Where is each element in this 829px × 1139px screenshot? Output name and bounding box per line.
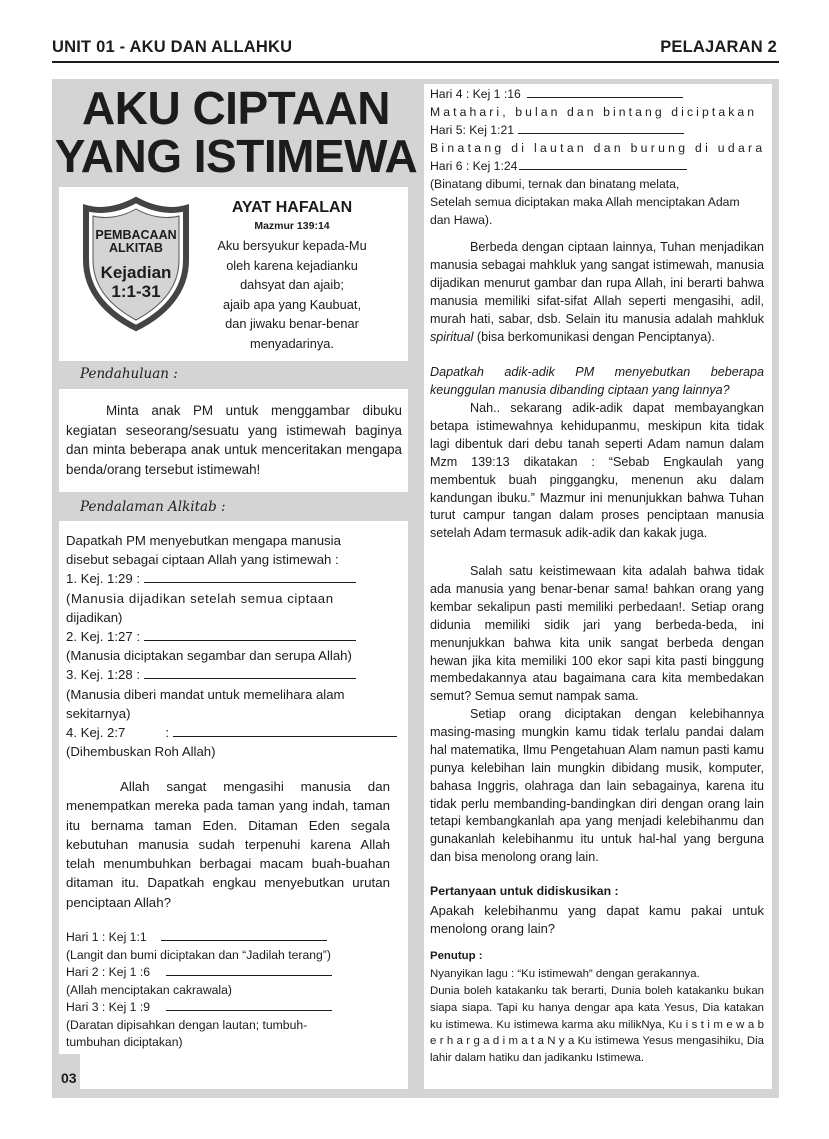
memory-line: oleh karena kejadianku [226, 257, 358, 273]
song-lyrics: Dunia boleh katakanku tak berarti, Dunia boleh katakanku bukan siapa siapa. Tapi ku hanya dengar apa kata Yesus, Dia katakan ku istimewa. Ku istimewa karma aku milikNya, Ku i s t i m e w a b e r h a r g a d i m a t a N y a Ku istimewa Yesus mengasihiku, Dia lahir dalam hatiku dan jadikanku Istimewa. [430, 985, 764, 1065]
memory-line: menyadarinya. [250, 335, 334, 351]
bible-study-questions [66, 531, 390, 761]
question-1: 1. Kej. 1:29 : [66, 569, 390, 588]
day-line: (Daratan dipisahkan dengan lautan; tumbuh- [66, 1017, 308, 1032]
intro-label: Pendahuluan : [80, 366, 178, 382]
answer-blank[interactable] [166, 999, 332, 1011]
day-line: (Allah menciptakan cakrawala) [66, 982, 232, 997]
paragraph-special: Nah.. sekarang adik-adik dapat membayangkan betapa istimewahnya kehidupanmu, meskipun kita tidak lagi dibentuk dari debu tanah seperti Adam namun dalam Mzm 139:13 dikatakan : “Sebab Engkaulah yang membentuk buah pinggangku, menenun aku dalam kandungan ibuku.” Mazmur ini menunjukkan bahwa Tuhan turut campur tangan dalam proses penciptaan manusia setelah Adam termasuk adik-adik dan kakak juga. [430, 401, 764, 541]
question-line: sekitarnya) [66, 705, 131, 721]
title-line-1: AKU CIPTAAN [82, 82, 390, 134]
answer-blank[interactable] [166, 964, 332, 976]
question-line: (Manusia diberi mandat untuk memelihara alam [66, 686, 345, 702]
question-line: (Dihembuskan Roh Allah) [66, 744, 216, 760]
shield-text-4: 1:1-31 [111, 282, 161, 301]
shield-badge [80, 196, 192, 332]
question-line: disebut sebagai ciptaan Allah yang istimewah : [66, 552, 339, 568]
shield-text-1: PEMBACAAN [95, 228, 177, 242]
question-line: dijadikan) [66, 609, 123, 625]
question-line: (Manusia dijadikan setelah semua ciptaan [66, 590, 334, 606]
paragraph-talents: Setiap orang diciptakan dengan kelebihannya masing-masing mungkin kamu tidak terlalu pandai dalam hal matematika, Ilmu Pengetahuan Alam namun pasti kamu punya kelebihan lain mungkin dibidang musik, komputer, bahasa Inggris, olahraga dan lain sebagainya, karena itu tidak perlu membanding-bandingkan diri dengan orang lain tetapi kembangkanlah apa yang menjadi kelebihanmu dan gunakanlah kelebihanmu itu untuk hal-hal yang berguna dan bisa menolong orang lain. [430, 707, 764, 865]
paragraph-difference: Berbeda dengan ciptaan lainnya, Tuhan menjadikan manusia sebagai mahkluk yang sangat istimewah, manusia dijadikan menurut gambar dan rupa Allah, ini berarti bahwa manusia memiliki sifat-sifat Allah seperti mengasihi, adil, murah hati, sabar, dsb. Selain itu manusia adalah mahkluk spiritual (bisa berkomunikasi dengan Penciptanya). [430, 240, 764, 344]
page-number: 03 [61, 1070, 77, 1086]
day-line: Setelah semua diciptakan maka Allah menciptakan Adam [430, 195, 740, 209]
day-1: Hari 1 : Kej 1:1 [66, 929, 390, 947]
page-title [52, 84, 420, 180]
day-line: tumbuhan diciptakan) [66, 1035, 183, 1049]
question-4: 4. Kej. 2:7 : [66, 723, 390, 742]
day-6: Hari 6 : Kej 1:24 [430, 157, 764, 175]
question-line: Dapatkah PM menyebutkan mengapa manusia [66, 533, 341, 548]
title-line-2: YANG ISTIMEWA [54, 130, 418, 182]
intro-text [66, 401, 402, 479]
creation-days-left [66, 929, 390, 1052]
shield-text-2: ALKITAB [109, 241, 163, 255]
intro-body: Minta anak PM untuk menggambar dibuku kegiatan seseorang/sesuatu yang istimewah baginya dan minta beberapa anak untuk menceritakan mengapa benda/orang tersebut istimewah! [66, 403, 402, 477]
day-line: (Langit dan bumi diciptakan dan “Jadilah terang”) [66, 947, 331, 962]
memory-verse-heading: AYAT HAFALAN [231, 199, 353, 216]
answer-blank[interactable] [519, 158, 687, 170]
creation-days-right [430, 85, 764, 229]
answer-blank[interactable] [144, 571, 356, 583]
header-rule [52, 61, 779, 63]
closing-heading: Penutup : [430, 950, 483, 962]
question-3: 3. Kej. 1:28 : [66, 665, 390, 684]
day-line: Matahari, bulan dan bintang diciptakan [430, 105, 758, 119]
memory-line: ajaib apa yang Kaubuat, [222, 296, 362, 312]
answer-blank[interactable] [161, 929, 327, 941]
day-line: (Binatang dibumi, ternak dan binatang melata, [430, 177, 680, 191]
creation-story: Allah sangat mengasihi manusia dan menempatkan mereka pada taman yang indah, taman itu bernama taman Eden. Ditaman Eden segala kebutuhan manusia sudah terpenuhi karena Allah telah menumbuhkan berbagai macam buah-buahan ditaman itu. Dapatkah engkau menyebutkan urutan penciptaan Allah? [66, 779, 390, 910]
closing-instruction: Nyanyikan lagu : “Ku istimewah” dengan gerakannya. [430, 968, 700, 980]
lesson-label: PELAJARAN 2 [660, 38, 777, 56]
day-2: Hari 2 : Kej 1 :6 [66, 964, 390, 982]
answer-blank[interactable] [518, 122, 684, 134]
day-line: dan Hawa). [430, 213, 493, 227]
unit-title: UNIT 01 - AKU DAN ALLAHKU [52, 38, 293, 56]
question-2: 2. Kej. 1:27 : [66, 627, 390, 646]
shield-text-3: Kejadian [100, 263, 172, 282]
day-3: Hari 3 : Kej 1 :9 [66, 999, 390, 1017]
day-line: Binatang di lautan dan burung di udara [430, 141, 766, 155]
answer-blank[interactable] [173, 725, 397, 737]
discussion-heading: Pertanyaan untuk didiskusikan : [430, 884, 619, 898]
day-4: Hari 4 : Kej 1 :16 [430, 85, 764, 103]
memory-line: dan jiwaku benar-benar [225, 316, 359, 332]
memory-line: Aku bersyukur kepada-Mu [217, 238, 367, 253]
day-5: Hari 5: Kej 1:21 [430, 121, 764, 139]
question-advantages: Dapatkah adik-adik PM menyebutkan beberapa keunggulan manusia dibanding ciptaan yang lainnya? [430, 365, 764, 397]
memory-verse-text [206, 236, 378, 354]
memory-line: dahsyat dan ajaib; [240, 277, 344, 293]
answer-blank[interactable] [527, 86, 683, 98]
paragraph-fingerprint: Salah satu keistimewaan kita adalah bahwa tidak ada manusia yang benar-benar sama! bahkan orang yang kembar sekalipun pasti memiliki perbedaan!. Setiap orang didunia memiliki sidik jari yang berbeda-beda, ini menunjukkan bahwa kita unik sangat berbeda dengan hewan jika kita memiliki 100 ekor sapi kita pasti binggung membedakannya atau bagaimana cara kita membedakan semut? Semua semut nampak sama. [430, 564, 764, 704]
bible-study-label: Pendalaman Alkitab : [80, 499, 226, 515]
answer-blank[interactable] [144, 629, 356, 641]
memory-verse-reference: Mazmur 139:14 [254, 220, 330, 232]
answer-blank[interactable] [144, 667, 356, 679]
question-line: (Manusia diciptakan segambar dan serupa Allah) [66, 648, 352, 664]
discussion-question: Apakah kelebihanmu yang dapat kamu pakai untuk menolong orang lain? [430, 903, 764, 936]
